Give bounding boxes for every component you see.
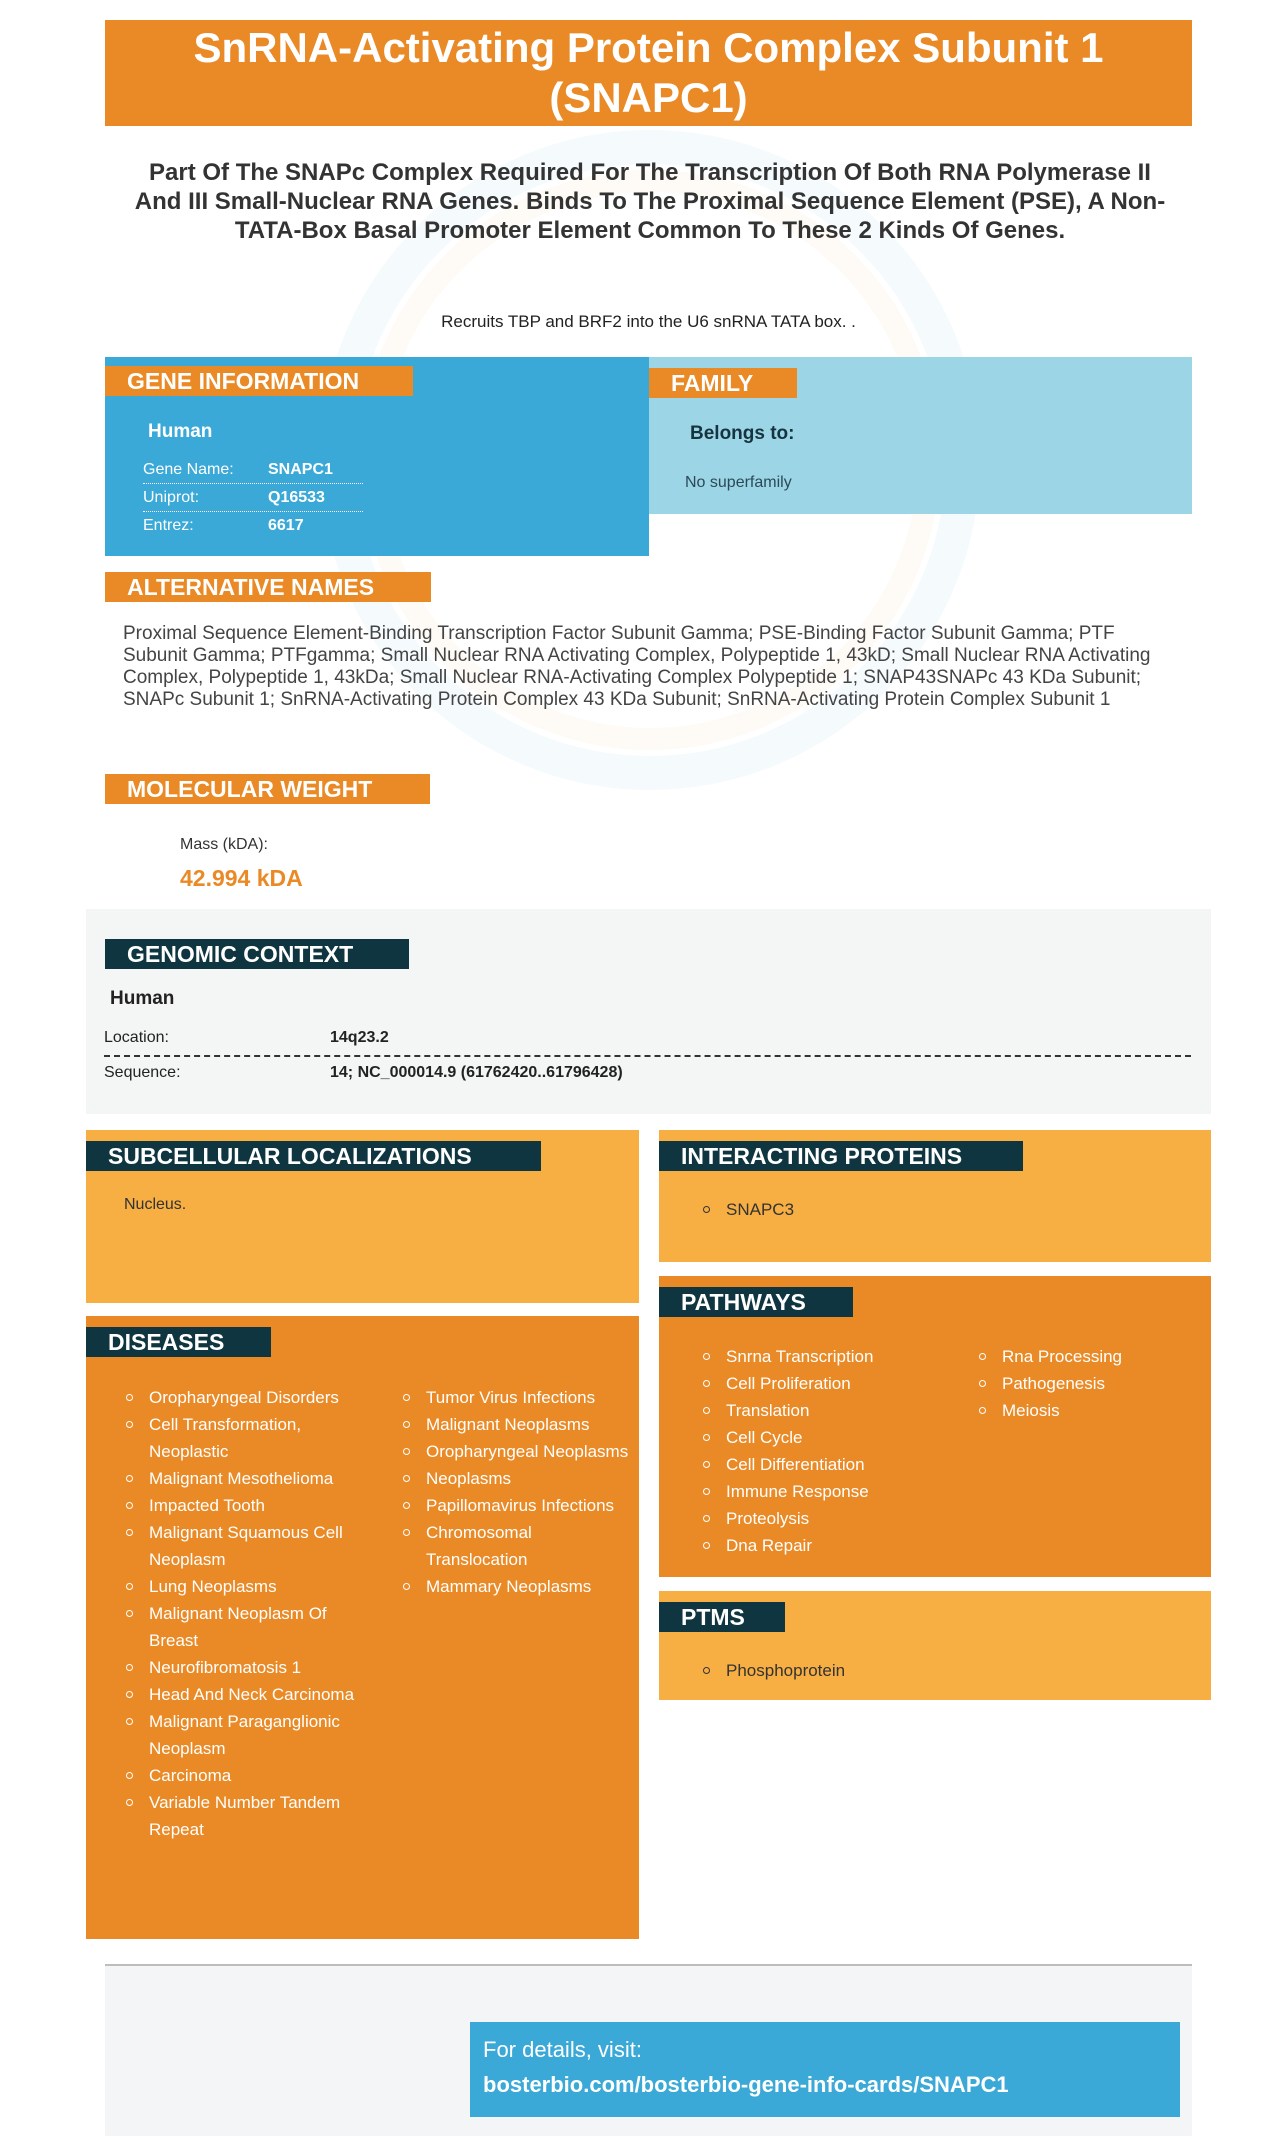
- list-item: Cell Cycle: [703, 1424, 963, 1451]
- list-item: Translation: [703, 1397, 963, 1424]
- pathways-list-col2: [979, 1343, 1199, 1424]
- diseases-panel: [86, 1316, 639, 1939]
- list-item: Malignant Neoplasms: [403, 1411, 633, 1438]
- gene-organism: Human: [148, 421, 213, 442]
- list-item: Dna Repair: [703, 1532, 963, 1559]
- list-item: Cell Differentiation: [703, 1451, 963, 1478]
- list-item: Carcinoma: [126, 1762, 356, 1789]
- location-label: Location:: [104, 1029, 169, 1046]
- list-item: Malignant Neoplasm Of Breast: [126, 1600, 356, 1654]
- subcellular-localization-text: Nucleus.: [124, 1196, 187, 1213]
- list-item: Tumor Virus Infections: [403, 1384, 633, 1411]
- mass-value: 42.994 kDA: [180, 865, 303, 891]
- sequence-label: Sequence:: [104, 1064, 181, 1081]
- interacting-proteins-list: [703, 1196, 794, 1223]
- pathways-panel: [659, 1276, 1211, 1577]
- location-value: 14q23.2: [330, 1029, 389, 1046]
- list-item: Cell Transformation, Neoplastic: [126, 1411, 356, 1465]
- alternative-names-text: Proximal Sequence Element-Binding Transcription Factor Subunit Gamma; PSE-Binding Factor Subunit Gamma; PTF Subunit Gamma; PTFgamma; Small Nuclear RNA Activating Complex, Polypeptide 1, 43kD; Small Nuclear RNA Activating Complex, Polypeptide 1, 43kDa; Small Nuclear RNA-Activating Complex Polypeptide 1; SNAP43SNAPc 43 KDa Subunit; SNAPc Subunit 1; SnRNA-Activating Protein Complex 43 KDa Subunit; SnRNA-Activating Protein Complex Subunit 1: [123, 623, 1151, 710]
- list-item: Oropharyngeal Disorders: [126, 1384, 356, 1411]
- list-item: Mammary Neoplasms: [403, 1573, 633, 1600]
- list-item: Malignant Paraganglionic Neoplasm: [126, 1708, 356, 1762]
- list-item: Malignant Squamous Cell Neoplasm: [126, 1519, 356, 1573]
- subcellular-localizations-heading: SUBCELLULAR LOCALIZATIONS: [86, 1141, 541, 1171]
- list-item: Lung Neoplasms: [126, 1573, 356, 1600]
- gene-row: [143, 456, 363, 484]
- ptms-heading: PTMS: [659, 1602, 785, 1632]
- alternative-names-heading: ALTERNATIVE NAMES: [105, 572, 431, 602]
- gene-row-value: 6617: [268, 516, 304, 534]
- list-item: Head And Neck Carcinoma: [126, 1681, 356, 1708]
- pathways-list-col1: [703, 1343, 963, 1559]
- list-item: Neurofibromatosis 1: [126, 1654, 356, 1681]
- family-panel: [649, 357, 1192, 514]
- gene-row: [143, 484, 363, 512]
- page-title: SnRNA-Activating Protein Complex Subunit 1 (SNAPC1): [105, 20, 1192, 126]
- function-description: Recruits TBP and BRF2 into the U6 snRNA TATA box. .: [441, 312, 856, 331]
- genomic-divider: [104, 1055, 1191, 1057]
- interacting-proteins-heading: INTERACTING PROTEINS: [659, 1141, 1023, 1171]
- list-item: Phosphoprotein: [703, 1657, 845, 1684]
- details-link-box[interactable]: [470, 2022, 1180, 2117]
- list-item: Immune Response: [703, 1478, 963, 1505]
- gene-information-panel: [105, 357, 649, 556]
- list-item: Malignant Mesothelioma: [126, 1465, 356, 1492]
- diseases-heading: DISEASES: [86, 1327, 271, 1357]
- list-item: Cell Proliferation: [703, 1370, 963, 1397]
- list-item: Oropharyngeal Neoplasms: [403, 1438, 633, 1465]
- genomic-sequence-row: [104, 1064, 1191, 1082]
- list-item: Rna Processing: [979, 1343, 1199, 1370]
- list-item: Pathogenesis: [979, 1370, 1199, 1397]
- list-item: Papillomavirus Infections: [403, 1492, 633, 1519]
- details-prompt: For details, visit:: [483, 2037, 642, 2062]
- list-item: Proteolysis: [703, 1505, 963, 1532]
- diseases-list-col2: [403, 1384, 633, 1600]
- genomic-location-row: [104, 1029, 1191, 1047]
- list-item: SNAPC3: [703, 1196, 794, 1223]
- ptms-list: [703, 1657, 845, 1684]
- molecular-weight-heading: MOLECULAR WEIGHT: [105, 774, 430, 804]
- gene-row: [143, 512, 363, 539]
- diseases-list-col1: [126, 1384, 356, 1843]
- gene-info-table: [143, 456, 363, 539]
- genomic-organism: Human: [110, 988, 175, 1009]
- list-item: Variable Number Tandem Repeat: [126, 1789, 356, 1843]
- gene-row-value: Q16533: [268, 488, 325, 506]
- gene-row-key: Uniprot:: [143, 488, 200, 506]
- family-belongs-to-label: Belongs to:: [690, 423, 795, 444]
- genomic-context-panel: [86, 909, 1211, 1114]
- family-heading: FAMILY: [649, 368, 797, 398]
- list-item: Meiosis: [979, 1397, 1199, 1424]
- list-item: Neoplasms: [403, 1465, 633, 1492]
- list-item: Snrna Transcription: [703, 1343, 963, 1370]
- gene-row-key: Entrez:: [143, 516, 194, 534]
- list-item: Impacted Tooth: [126, 1492, 356, 1519]
- details-url-link[interactable]: bosterbio.com/bosterbio-gene-info-cards/SNAPC1: [483, 2072, 1009, 2097]
- subcellular-localizations-panel: [86, 1130, 639, 1303]
- pathways-heading: PATHWAYS: [659, 1287, 853, 1317]
- list-item: Chromosomal Translocation: [403, 1519, 633, 1573]
- gene-row-key: Gene Name:: [143, 460, 234, 478]
- protein-summary: Part Of The SNAPc Complex Required For The Transcription Of Both RNA Polymerase II And III Small-Nuclear RNA Genes. Binds To The Proximal Sequence Element (PSE), A Non-TATA-Box Basal Promoter Element Common To These 2 Kinds Of Genes.: [134, 159, 1166, 244]
- interacting-proteins-panel: [659, 1130, 1211, 1262]
- mass-label: Mass (kDA):: [180, 836, 268, 853]
- ptms-panel: [659, 1591, 1211, 1700]
- sequence-value: 14; NC_000014.9 (61762420..61796428): [330, 1064, 623, 1081]
- gene-information-heading: GENE INFORMATION: [105, 366, 413, 396]
- gene-row-value: SNAPC1: [268, 460, 333, 478]
- genomic-context-heading: GENOMIC CONTEXT: [105, 939, 409, 969]
- family-value: No superfamily: [685, 474, 792, 491]
